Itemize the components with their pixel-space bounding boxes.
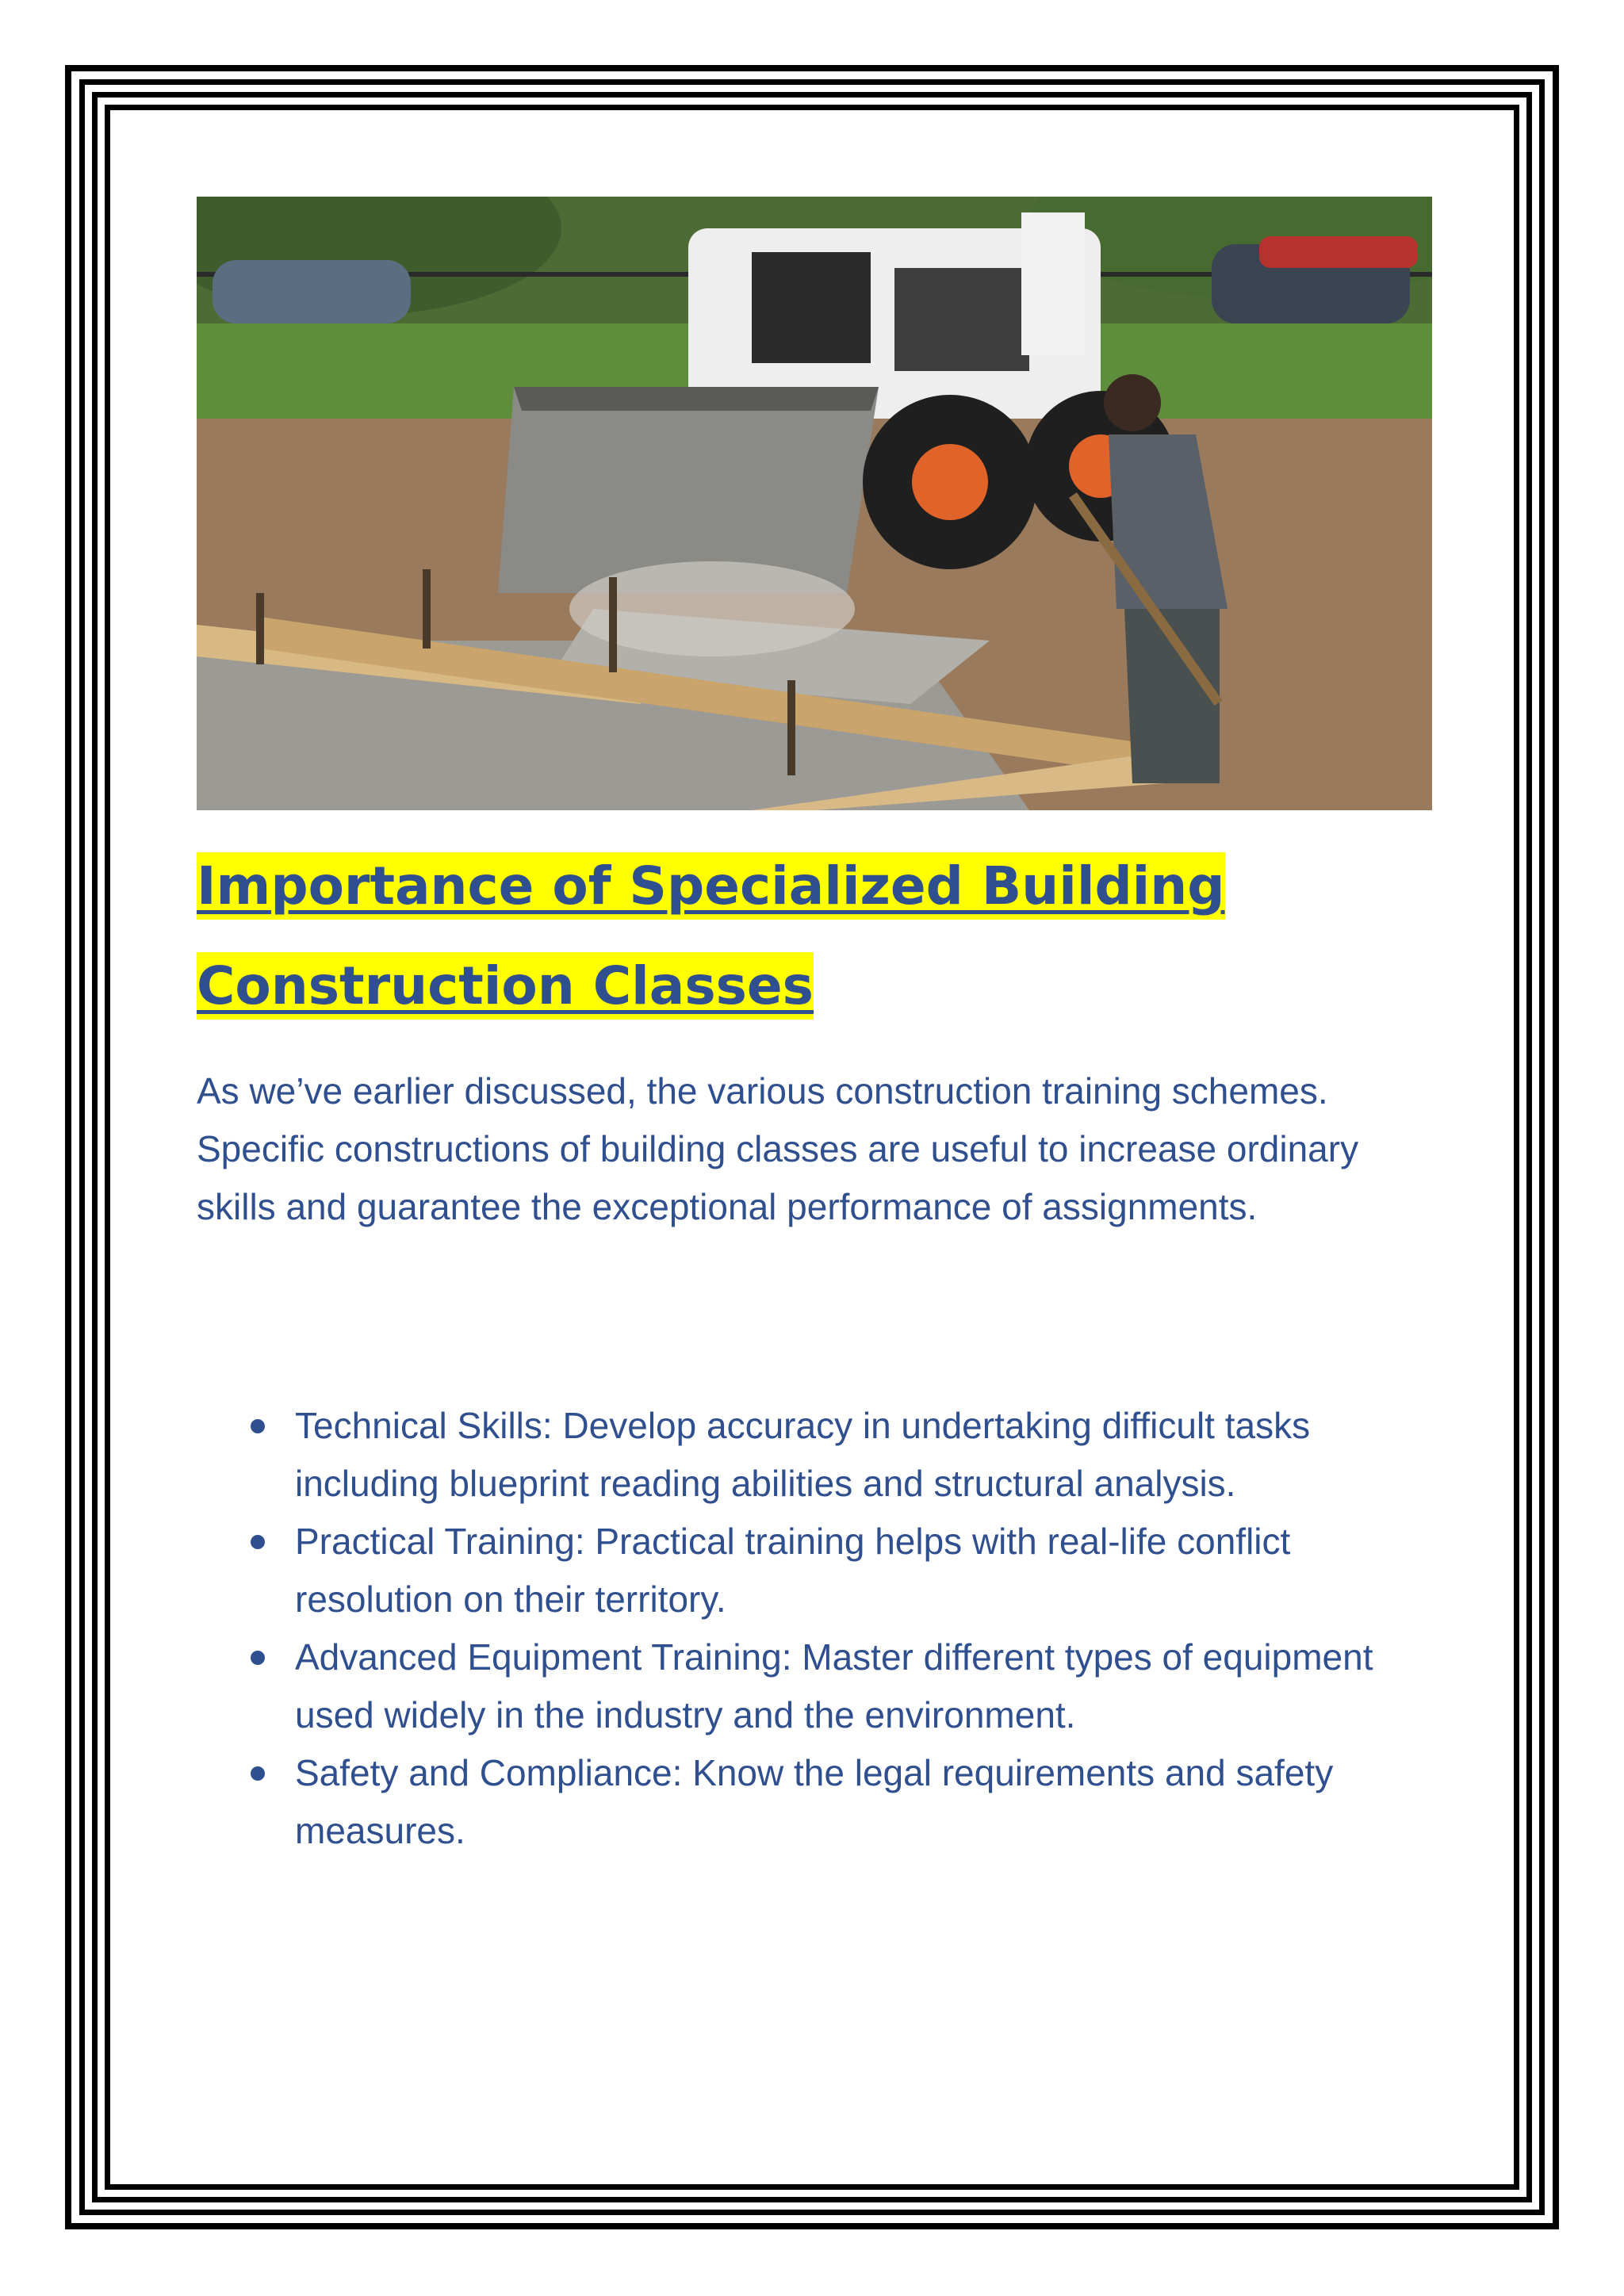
list-item [197,1397,1450,1513]
list-item [197,1513,1450,1628]
bullet-list [197,1397,1450,1860]
page-title-line-2: Construction Classes [197,952,814,1020]
intro-paragraph: As we’ve earlier discussed, the various construction training schemes. Specific constructions of building classes are useful to increase ordinary skills and guarantee the exceptional performance of assignments. [197,1070,1359,1227]
list-item-text: Safety and Compliance: Know the legal requirements and safety measures. [295,1752,1334,1851]
page-title [197,836,1465,1036]
list-item [197,1744,1450,1860]
list-item-text: Technical Skills: Develop accuracy in undertaking difficult tasks including blueprint reading abilities and structural analysis. [295,1405,1311,1504]
list-item-text: Practical Training: Practical training helps with real-life conflict resolution on their territory. [295,1521,1291,1620]
bullet-icon [251,1766,265,1781]
bullet-icon [251,1419,265,1433]
list-item [197,1628,1450,1744]
page-title-line-1: Importance of Specialized Building [197,852,1225,920]
bullet-icon [251,1651,265,1665]
construction-photo [197,197,1432,810]
bullet-icon [251,1535,265,1549]
list-item-text: Advanced Equipment Training: Master different types of equipment used widely in the industry and the environment. [295,1636,1373,1735]
